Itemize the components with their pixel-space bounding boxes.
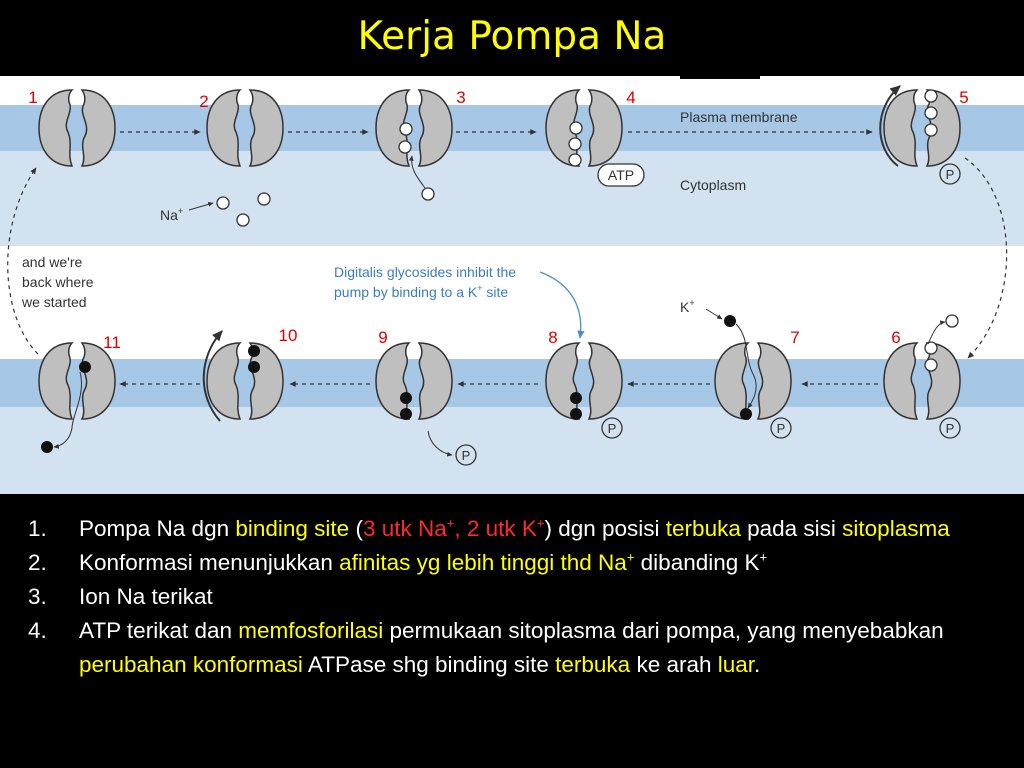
- phosphate-label: P: [945, 167, 955, 182]
- phosphate-label: P: [607, 421, 617, 436]
- svg-text:and we're: and we're: [22, 254, 83, 270]
- svg-text:ATP: ATP: [607, 167, 635, 183]
- step-number-4: 4: [626, 88, 636, 107]
- step-number-7: 7: [790, 328, 800, 347]
- atp-molecule: [598, 164, 644, 186]
- sodium-pump-diagram: [0, 76, 1024, 494]
- top-membrane-band: [0, 105, 1024, 246]
- list-item: 1. Pompa Na dgn binding site (3 utk Na+, 2 utk K+) dgn posisi terbuka pada sisi sitoplasma: [28, 515, 950, 541]
- step-number-11: 11: [103, 333, 121, 352]
- step-number-10: 10: [278, 326, 298, 345]
- step-number-6: 6: [891, 328, 901, 347]
- na-ion-label: Na+: [160, 206, 184, 223]
- step-number-9: 9: [378, 328, 388, 347]
- bottom-membrane-band: [0, 359, 1024, 494]
- svg-text:Digitalis glycosides inhibit t: Digitalis glycosides inhibit the: [334, 264, 517, 280]
- step-number-3: 3: [456, 88, 466, 107]
- svg-text:we started: we started: [22, 294, 87, 310]
- step-number-5: 5: [959, 88, 969, 107]
- k-ion-label: K+: [680, 298, 695, 315]
- phosphate-label: P: [461, 448, 471, 463]
- list-item: 3. Ion Na terikat: [28, 584, 213, 609]
- step-number-2: 2: [199, 92, 209, 111]
- phosphate-label: P: [945, 421, 955, 436]
- phosphate-label: P: [776, 421, 786, 436]
- step-number-8: 8: [548, 328, 558, 347]
- explanation-list: [28, 512, 1008, 682]
- plasma-membrane-label: Plasma membrane: [680, 109, 798, 125]
- svg-text:pump by binding to a K+ site: pump by binding to a K+ site: [334, 283, 509, 300]
- step-number-1: 1: [28, 88, 38, 107]
- svg-text:back where: back where: [22, 274, 94, 290]
- cytoplasm-label: Cytoplasm: [680, 177, 747, 193]
- list-item: 4. ATP terikat dan memfosforilasi permukaan sitoplasma dari pompa, yang menyebabkan perubahan konformasi ATPase shg binding site terbuka ke arah luar.: [28, 618, 944, 677]
- list-item: 2. Konformasi menunjukkan afinitas yg lebih tinggi thd Na+ dibanding K+: [28, 549, 768, 575]
- slide-title: Kerja Pompa Na: [357, 14, 667, 59]
